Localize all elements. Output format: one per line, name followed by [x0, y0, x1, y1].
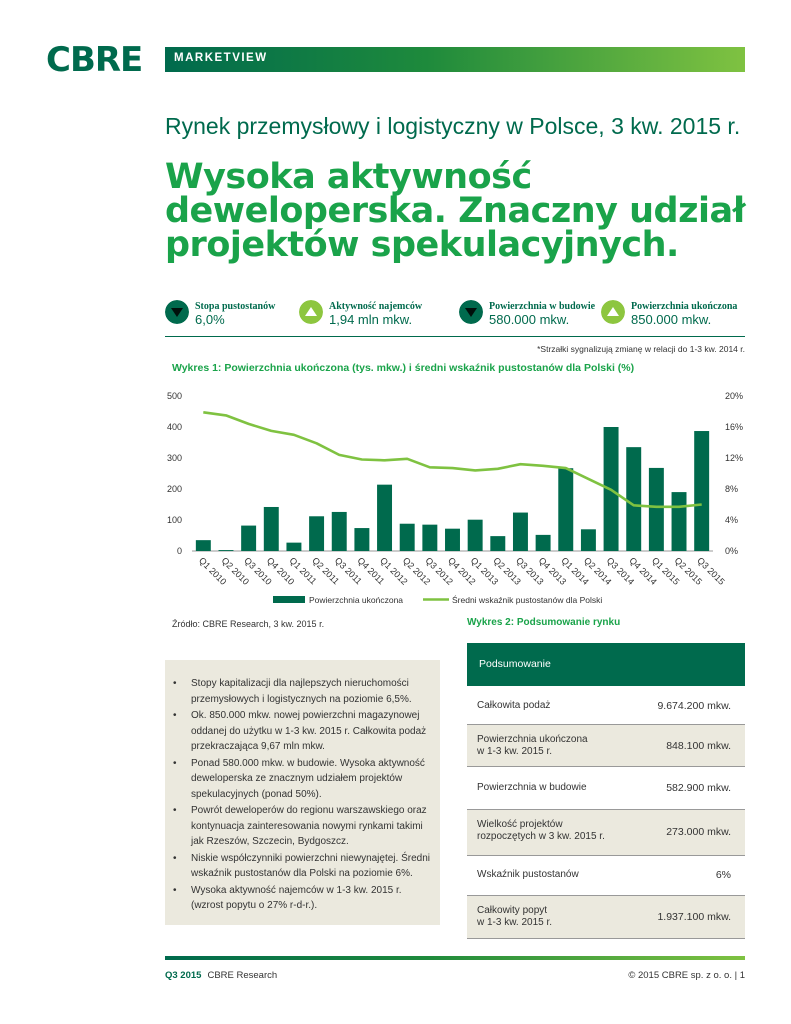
x-tick-label: Q4 2014 — [627, 555, 659, 587]
key-points-box — [165, 660, 440, 925]
kpi-value: 6,0% — [195, 312, 225, 327]
marketview-banner — [165, 47, 745, 72]
x-tick-label: Q3 2014 — [604, 555, 637, 587]
right-tick-label: 4% — [725, 515, 739, 525]
row-value: 6% — [715, 869, 731, 881]
row-key: Wielkość projektów rozpoczętych w 3 kw. 2015 r. — [477, 819, 605, 842]
x-tick-label: Q2 2015 — [672, 555, 705, 587]
x-tick-label: Q1 2012 — [378, 555, 410, 587]
table-row — [467, 725, 745, 767]
left-tick-label: 100 — [166, 515, 182, 525]
x-tick-label: Q1 2011 — [287, 555, 319, 587]
bar — [694, 431, 709, 551]
x-tick-label: Q4 2012 — [446, 555, 478, 587]
x-tick-label: Q3 2013 — [514, 555, 546, 587]
report-subtitle: Rynek przemysłowy i logistyczny w Polsce, 3 kw. 2015 r. — [165, 113, 741, 139]
bar — [558, 468, 573, 551]
bar — [286, 543, 301, 551]
right-tick-label: 12% — [725, 453, 744, 463]
summary-table — [467, 643, 745, 939]
arrow-down-icon — [165, 300, 189, 324]
bar — [332, 512, 347, 551]
left-tick-label: 500 — [166, 391, 182, 401]
x-tick-label: Q1 2015 — [649, 555, 682, 587]
x-tick-label: Q4 2010 — [264, 555, 297, 587]
summary-table-header: Podsumowanie — [467, 643, 745, 686]
bar — [196, 540, 211, 551]
headline: Wysoka aktywność deweloperska. Znaczny udział projektów spekulacyjnych. — [165, 157, 746, 265]
bar — [490, 536, 505, 551]
bullet-item: • Ok. 850.000 mkw. nowej powierzchni magazynowej oddanej do użytku w 1-3 kw. 2015 r. Całkowita podaż przekraczająca 9,67 mln mkw. — [191, 708, 430, 755]
x-tick-label: Q3 2015 — [695, 555, 727, 587]
bar — [445, 529, 460, 551]
right-tick-label: 16% — [725, 422, 744, 432]
chart-source: Źródło: CBRE Research, 3 kw. 2015 r. — [172, 619, 325, 629]
table-row — [467, 896, 745, 939]
bar — [422, 525, 437, 551]
x-tick-label: Q4 2013 — [536, 555, 569, 587]
x-tick-label: Q1 2014 — [559, 555, 591, 587]
bar — [649, 468, 664, 551]
bullet-item: • Niskie współczynniki powierzchni niewynajętej. Średni wskaźnik pustostanów dla Polski na poziomie 6%. — [191, 851, 430, 882]
bullet-item: • Powrót deweloperów do regionu warszawskiego oraz kontynuacja zainteresowania nowymi rynkami takimi jak Rzeszów, Szczecin, Bydgoszcz. — [191, 803, 430, 850]
arrow-up-icon — [601, 300, 625, 324]
footer-source: CBRE Research — [207, 970, 278, 981]
summary-title: Wykres 2: Podsumowanie rynku — [467, 617, 621, 628]
left-tick-label: 0 — [176, 546, 182, 556]
row-key: Całkowity popyt w 1-3 kw. 2015 r. — [477, 905, 553, 928]
bar — [309, 516, 324, 551]
table-row — [467, 856, 745, 896]
bar — [264, 507, 279, 551]
x-tick-label: Q3 2012 — [423, 555, 455, 587]
row-value: 848.100 mkw. — [666, 740, 731, 752]
table-row — [467, 810, 745, 856]
chart-title: Wykres 1: Powierzchnia ukończona (tys. mkw.) i średni wskaźnik pustostanów dla Polski (%) — [172, 362, 635, 374]
bar — [536, 535, 551, 551]
kpi-note: *Strzałki sygnalizują zmianę w relacji do 1-3 kw. 2014 r. — [537, 344, 745, 354]
x-tick-label: Q2 2010 — [219, 555, 252, 587]
right-tick-label: 0% — [725, 546, 739, 556]
x-tick-label: Q2 2013 — [491, 555, 523, 587]
row-value: 9.674.200 mkw. — [657, 700, 731, 712]
arrow-down-icon — [459, 300, 483, 324]
x-tick-label: Q1 2010 — [196, 555, 229, 587]
legend-label: Powierzchnia ukończona — [309, 595, 404, 605]
row-key: Całkowita podaż — [477, 700, 551, 711]
footer-rule — [165, 956, 745, 960]
row-key: Powierzchnia ukończona w 1-3 kw. 2015 r. — [477, 734, 588, 757]
kpi-label: Aktywność najemców — [329, 301, 423, 312]
arrow-up-icon — [299, 300, 323, 324]
x-tick-label: Q3 2011 — [332, 555, 364, 587]
row-value: 1.937.100 mkw. — [657, 911, 731, 923]
legend-swatch-bars — [273, 596, 305, 603]
kpi-value: 850.000 mkw. — [631, 312, 712, 327]
row-key: Wskaźnik pustostanów — [477, 869, 579, 880]
legend-label: Średni wskaźnik pustostanów dla Polski — [452, 595, 603, 605]
table-row — [467, 767, 745, 810]
kpi-value: 1,94 mln mkw. — [329, 312, 413, 327]
bar — [400, 524, 415, 551]
x-tick-label: Q3 2010 — [242, 555, 274, 587]
bar — [354, 528, 369, 551]
bar — [672, 492, 687, 551]
bar — [513, 513, 528, 551]
footer-period: Q3 2015 — [165, 970, 202, 981]
x-tick-label: Q1 2013 — [468, 555, 501, 587]
cbre-logo: CBRE — [46, 40, 143, 80]
kpi-label: Stopa pustostanów — [195, 301, 276, 312]
completions-vacancy-chart — [165, 380, 750, 615]
kpi-value: 580.000 mkw. — [489, 312, 570, 327]
left-tick-label: 200 — [166, 484, 182, 494]
bar — [219, 550, 234, 551]
right-tick-label: 20% — [725, 391, 744, 401]
footer-right: © 2015 CBRE sp. z o. o. | 1 — [628, 970, 745, 981]
kpi-row — [165, 296, 745, 337]
x-tick-label: Q2 2014 — [581, 555, 614, 587]
x-tick-label: Q2 2011 — [310, 555, 342, 587]
bar — [468, 520, 483, 551]
left-tick-label: 300 — [166, 453, 182, 463]
row-value: 273.000 mkw. — [666, 826, 731, 838]
row-value: 582.900 mkw. — [666, 782, 731, 794]
bar — [581, 529, 596, 551]
left-tick-label: 400 — [166, 422, 182, 432]
bullet-item: • Ponad 580.000 mkw. w budowie. Wysoka aktywność deweloperska ze znacznym udziałem projektów spekulacyjnych (ponad 50%). — [191, 756, 430, 803]
footer-left — [165, 970, 277, 981]
kpi-label: Powierzchnia w budowie — [489, 301, 596, 312]
bar — [241, 526, 256, 551]
row-key: Powierzchnia w budowie — [477, 782, 587, 793]
table-row — [467, 686, 745, 725]
kpi-label: Powierzchnia ukończona — [631, 301, 738, 312]
section-label: MARKETVIEW — [174, 52, 268, 64]
bar — [377, 485, 392, 551]
bullet-item: • Stopy kapitalizacji dla najlepszych nieruchomości przemysłowych i logistycznych na poziomie 6,5%. — [191, 676, 430, 707]
x-tick-label: Q4 2011 — [355, 555, 387, 587]
bar — [626, 447, 641, 551]
right-tick-label: 8% — [725, 484, 739, 494]
bullet-item: • Wysoka aktywność najemców w 1-3 kw. 2015 r. (wzrost popytu o 27% r-d-r.). — [191, 883, 430, 914]
x-tick-label: Q2 2012 — [400, 555, 433, 587]
